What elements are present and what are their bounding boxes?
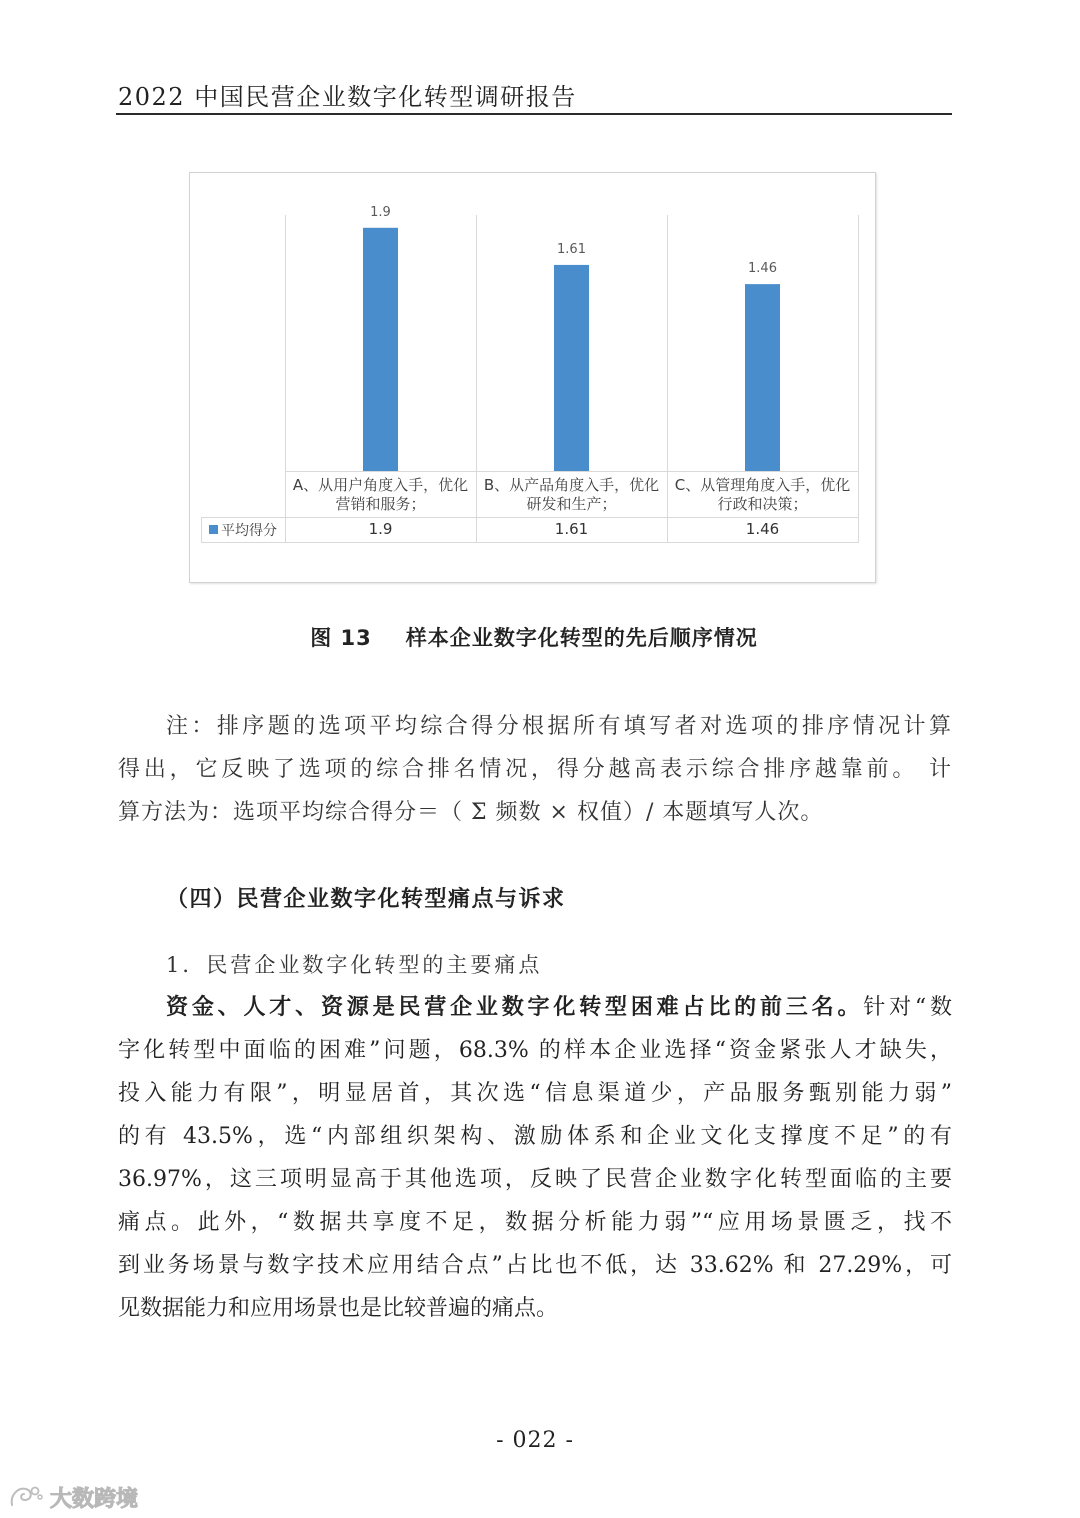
legend-entry (201, 517, 285, 542)
page-number: - 022 - (496, 1428, 574, 1453)
category-label-c: C、从管理角度入手，优化行政和决策； (674, 476, 851, 513)
body-line: 的有 43.5%，选“内部组织架构、激励体系和企业文化支撑度不足”的有 (118, 1124, 952, 1149)
note-line: 算方法为：选项平均综合得分＝（ Σ 频数 × 权值）/ 本题填写人次。 (118, 800, 824, 825)
data-table-value-c: 1.46 (745, 520, 780, 538)
running-header: 2022 中国民营企业数字化转型调研报告 (118, 83, 577, 111)
body-line-text: 针对“数 (863, 995, 952, 1020)
legend-swatch (209, 525, 218, 534)
legend-label: 平均得分 (221, 522, 277, 539)
body-lead-bold: 资金、人才、资源是民营企业数字化转型困难占比的前三名。 (166, 995, 864, 1020)
body-paragraph (118, 986, 952, 1330)
data-label-c: 1.46 (748, 261, 777, 277)
body-line: 投入能力有限”，明显居首，其次选“信息渠道少，产品服务甄别能力弱” (118, 1081, 952, 1106)
body-line: 字化转型中面临的困难”问题，68.3% 的样本企业选择“资金紧张人才缺失， (118, 1038, 952, 1063)
figure-title: 样本企业数字化转型的先后顺序情况 (405, 626, 758, 650)
figure-caption (0, 623, 1068, 653)
data-label-b: 1.61 (557, 241, 586, 257)
bar-chart-figure (189, 172, 876, 583)
body-line (118, 986, 952, 1029)
watermark (8, 1482, 138, 1512)
data-label-a: 1.9 (370, 204, 391, 220)
swirl-logo-icon (8, 1483, 44, 1511)
watermark-text: 大数跨境 (50, 1486, 139, 1512)
body-line: 见数据能力和应用场景也是比较普遍的痛点。 (118, 1296, 559, 1321)
data-table-value-b: 1.61 (554, 520, 589, 538)
bar-c (745, 284, 780, 471)
bars-group (363, 205, 780, 471)
body-line: 36.97%，这三项明显高于其他选项，反映了民营企业数字化转型面临的主要 (118, 1167, 952, 1192)
sub-heading: 1．民营企业数字化转型的主要痛点 (166, 953, 543, 977)
category-label-b: B、从产品角度入手，优化研发和生产； (483, 476, 660, 513)
bar-a (363, 228, 398, 471)
bar-b (554, 265, 589, 471)
section-heading: （四）民营企业数字化转型痛点与诉求 (166, 887, 566, 912)
header-rule (116, 113, 952, 115)
note-line: 得出，它反映了选项的综合排名情况，得分越高表示综合排序越靠前。 计 (118, 757, 952, 782)
body-line: 到业务场景与数字技术应用结合点”占比也不低，达 33.62% 和 27.29%，可 (118, 1253, 952, 1278)
body-line: 痛点。此外，“数据共享度不足，数据分析能力弱”“应用场景匮乏，找不 (118, 1210, 952, 1235)
note-line: 注：排序题的选项平均综合得分根据所有填写者对选项的排序情况计算 (166, 714, 952, 739)
data-table-value-a: 1.9 (368, 520, 393, 538)
figure-label: 图 13 (310, 626, 372, 650)
note-paragraph (118, 705, 952, 834)
category-label-a: A、从用户角度入手，优化营销和服务； (292, 476, 469, 513)
